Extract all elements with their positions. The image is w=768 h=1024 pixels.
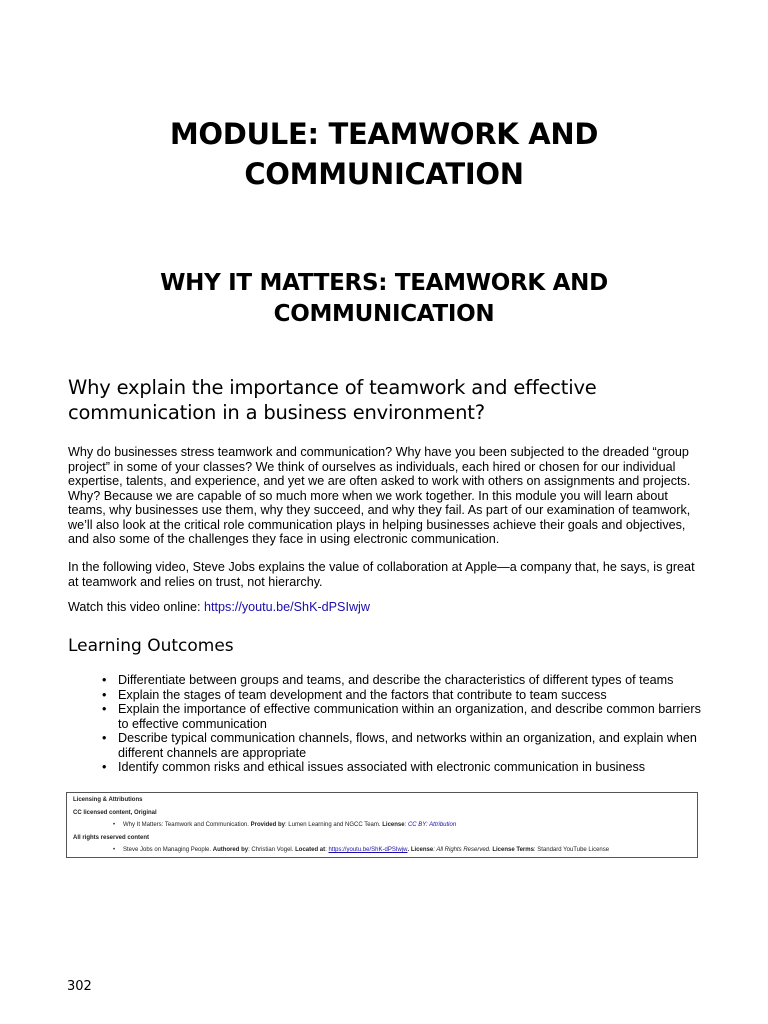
video-link-label: Watch this video online: [68, 600, 205, 614]
module-title-line-1: MODULE: TEAMWORK AND [169, 117, 599, 151]
video-intro-paragraph: In the following video, Steve Jobs explains the value of collaboration at Apple—a company that, he says, is great at teamwork and relies on trust, not hierarchy. [68, 560, 695, 589]
provided-by-label: Provided by [250, 822, 285, 828]
list-item-text: Describe typical communication channels, flows, and networks within an organization, and explain when different channels are appropriate [118, 731, 697, 760]
bullet-icon: • [102, 702, 107, 716]
section-title-line-1: WHY IT MATTERS: TEAMWORK AND [160, 270, 608, 296]
all-rights-reserved-item [73, 847, 691, 855]
cc-licensed-item [73, 822, 691, 830]
learning-outcomes-heading: Learning Outcomes [68, 636, 234, 656]
located-at-separator: : [325, 847, 329, 853]
list-item-text: Explain the importance of effective communication within an organization, and describe common barriers to effective communication [118, 702, 701, 731]
list-item-text: Identify common risks and ethical issues associated with electronic communication in business [118, 760, 646, 774]
provided-by-value: : Lumen Learning and NGCC Team. [284, 822, 383, 828]
bullet-icon: • [102, 687, 107, 702]
bullet-icon: • [102, 673, 107, 687]
bullet-icon: • [113, 822, 116, 828]
list-item-text: Differentiate between groups and teams, and describe the characteristics of different types of teams [118, 673, 674, 687]
list-item [100, 731, 706, 760]
module-title [0, 114, 768, 194]
located-at-link[interactable]: https://youtu.be/ShK-dPSIwjw [328, 847, 408, 853]
licensing-box [66, 792, 698, 858]
video-link-paragraph [68, 600, 704, 615]
list-item [100, 760, 706, 775]
bullet-icon: • [102, 760, 107, 774]
located-at-label: Located at [295, 847, 326, 853]
section-title [0, 268, 768, 330]
video-link[interactable]: https://youtu.be/ShK-dPSIwjw [204, 600, 370, 614]
license-terms-label: License Terms [492, 847, 534, 853]
list-item [100, 673, 706, 688]
question-heading: Why explain the importance of teamwork and effective communication in a business environment? [68, 376, 597, 424]
license-terms-value: : Standard YouTube License [533, 847, 610, 853]
all-rights-reserved-heading: All rights reserved content [73, 834, 150, 841]
authored-by-value: : Christian Vogel. [248, 847, 296, 853]
list-item [100, 702, 706, 731]
list-item-text: Explain the stages of team development and the factors that contribute to team success [118, 687, 607, 702]
list-item [100, 688, 706, 703]
module-title-line-2: COMMUNICATION [244, 157, 524, 191]
learning-outcomes-list [100, 673, 706, 775]
section-title-line-2: COMMUNICATION [273, 301, 495, 327]
bullet-icon: • [102, 731, 107, 745]
cc-licensed-heading: CC licensed content, Original [73, 809, 157, 816]
arr-license-label: . License [407, 847, 434, 853]
licensing-heading: Licensing & Attributions [73, 797, 143, 803]
intro-paragraph: Why do businesses stress teamwork and communication? Why have you been subjected to the dreaded “group project” in some of your classes? We think of ourselves as individuals, each hired or chosen for our individual expertise, talents, and experience, and yet we are often asked to work with others on assignments and projects. Why? Because we are capable of so much more when we work together. In this module you will learn about teams, why businesses use them, why they succeed, and why they fail. As part of our examination of teamwork, we’ll also look at the critical role communication plays in helping businesses achieve their goals and objectives, and also some of the challenges they face in using electronic communication. [68, 445, 691, 546]
arr-license-value: : All Rights Reserved. [433, 847, 493, 853]
authored-by-label: Authored by [212, 847, 249, 853]
license-separator: : [404, 822, 408, 828]
arr-item-title: Steve Jobs on Managing People. [123, 847, 213, 853]
bullet-icon: • [113, 847, 116, 853]
license-label: License [382, 822, 405, 828]
page-number: 302 [67, 979, 92, 994]
license-link[interactable]: CC BY: Attribution [407, 822, 457, 828]
cc-item-title: Why It Matters: Teamwork and Communication. [123, 822, 251, 828]
